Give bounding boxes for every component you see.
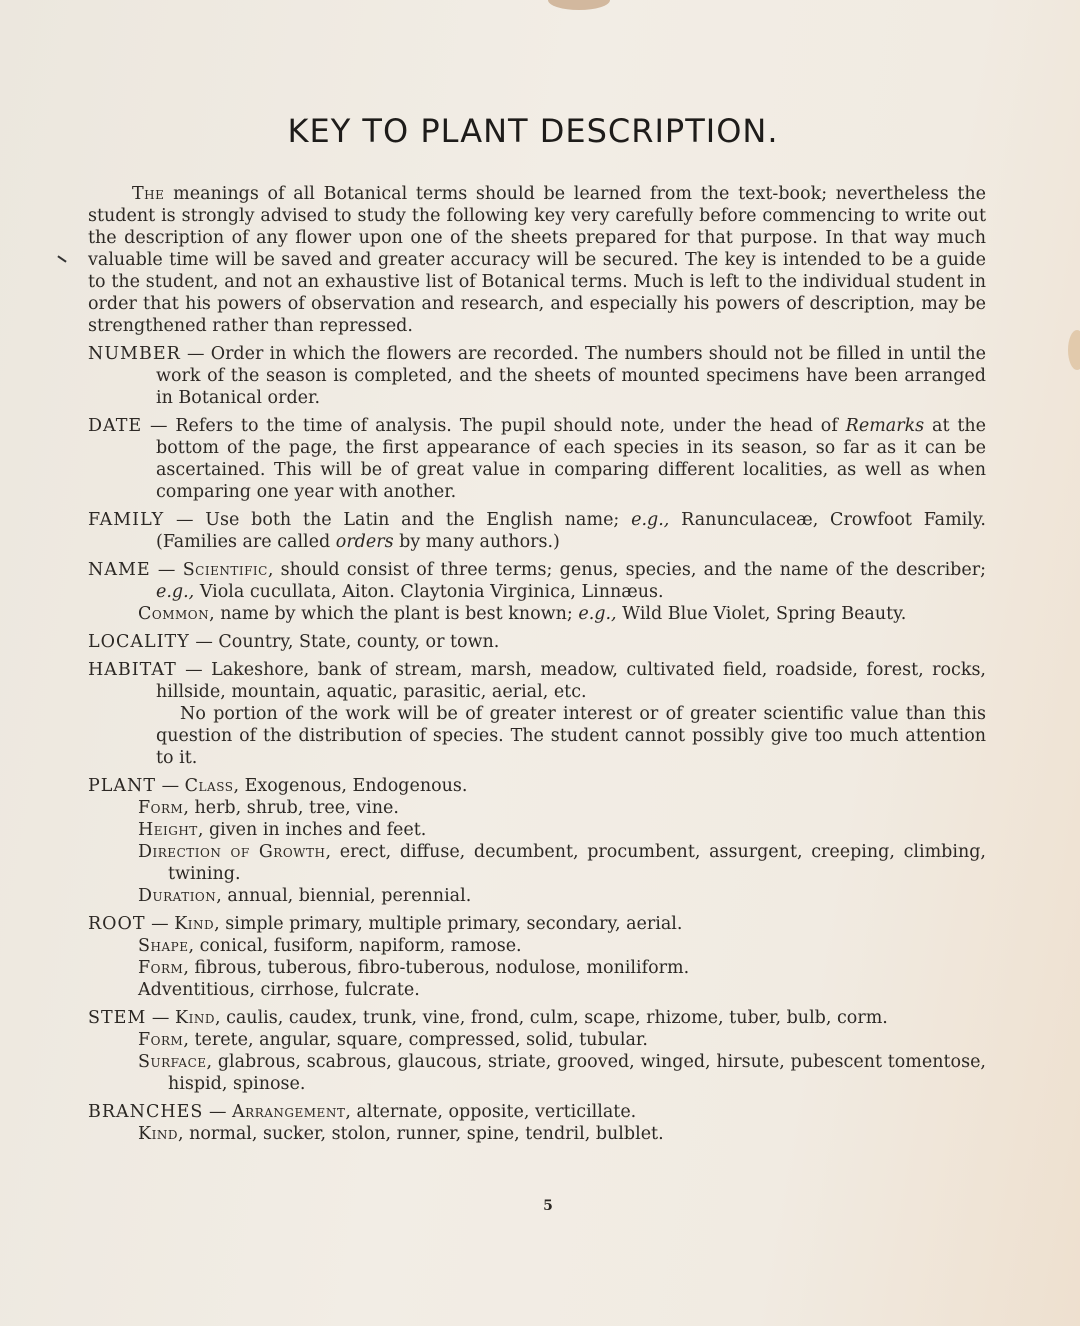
- entry-heading: NUMBER: [88, 344, 181, 364]
- em-dash: —: [164, 510, 206, 530]
- sub-label: Direction of Growth: [138, 842, 326, 862]
- entry-text: , terete, angular, square, compressed, solid, tubular.: [183, 1030, 648, 1050]
- entry-text: , should consist of three terms; genus, species, and the name of the describer;: [267, 560, 986, 580]
- entry-text: Country, State, county, or town.: [218, 632, 500, 652]
- entry-date: [88, 415, 986, 503]
- entry-plant: [88, 775, 986, 797]
- sub-entry-shape: [88, 935, 986, 957]
- page-title: KEY TO PLANT DESCRIPTION.: [287, 112, 779, 150]
- sub-entry-direction: [88, 841, 986, 885]
- entry-text: , caulis, caudex, trunk, vine, frond, culm, scape, rhizome, tuber, bulb, corm.: [214, 1008, 888, 1028]
- entry-heading: LOCALITY: [88, 632, 190, 652]
- em-dash: —: [145, 914, 175, 934]
- entry-text: Wild Blue Violet, Spring Beauty.: [616, 604, 907, 624]
- intro-lead-word: The: [132, 184, 165, 204]
- entry-text: , fibrous, tuberous, fibro-tuberous, nodulose, moniliform.: [183, 958, 690, 978]
- sub-entry-surface: [88, 1051, 986, 1095]
- em-dash: —: [156, 776, 185, 796]
- paper-stain: [1068, 330, 1080, 370]
- entry-text: , annual, biennial, perennial.: [216, 886, 472, 906]
- entry-text: , name by which the plant is best known;: [209, 604, 579, 624]
- entry-text: Use both the Latin and the English name;: [205, 510, 632, 530]
- entry-stem: [88, 1007, 986, 1029]
- sub-entry-common: [88, 603, 986, 625]
- entry-text: , simple primary, multiple primary, secondary, aerial.: [214, 914, 683, 934]
- sub-label: Arrangement: [232, 1102, 346, 1122]
- sub-label: Class: [184, 776, 234, 796]
- entry-text: at the bottom of the page, the first appearance of each species in its season, so far as it can be ascertained. This will be of great value in comparing different localities, as well as when comparing one year with another.: [156, 416, 986, 502]
- sub-label: Kind: [138, 1124, 178, 1144]
- em-dash: —: [176, 660, 212, 680]
- entry-heading: ROOT: [88, 914, 146, 934]
- paper-stain: [548, 0, 610, 10]
- em-dash: —: [203, 1102, 233, 1122]
- sub-entry-kind: [88, 1123, 986, 1145]
- entry-text: Ranunculaceæ, Crowfoot Family. (Families are called: [156, 510, 986, 552]
- entry-text: , alternate, opposite, verticillate.: [345, 1102, 637, 1122]
- entry-text: , herb, shrub, tree, vine.: [183, 798, 399, 818]
- entry-text: , conical, fusiform, napiform, ramose.: [188, 936, 522, 956]
- entry-text: Viola cucullata, Aiton. Claytonia Virginica, Linnæus.: [194, 582, 664, 602]
- page-number: 5: [543, 1198, 553, 1214]
- entry-family: [88, 509, 986, 553]
- entry-text: by many authors.): [393, 532, 560, 552]
- sub-label: Kind: [174, 914, 215, 934]
- sub-entry-adventitious: Adventitious, cirrhose, fulcrate.: [138, 980, 420, 1000]
- entry-heading: FAMILY: [88, 510, 165, 530]
- sub-label: Form: [138, 1030, 184, 1050]
- entry-italic: orders: [335, 532, 394, 552]
- entry-text: Lakeshore, bank of stream, marsh, meadow, cultivated field, roadside, forest, rocks, hillside, mountain, aquatic, parasitic, aerial, etc.: [156, 660, 986, 702]
- pencil-mark: [57, 255, 66, 262]
- sub-entry-height: [88, 819, 986, 841]
- em-dash: —: [150, 560, 183, 580]
- entry-italic: e.g.,: [631, 510, 670, 530]
- entry-text: Order in which the flowers are recorded. The numbers should not be filled in until the work of the season is completed, and the sheets of mounted specimens have been arranged in Botanical order.: [156, 344, 986, 408]
- entry-heading: NAME: [88, 560, 151, 580]
- entry-text: , normal, sucker, stolon, runner, spine, tendril, bulblet.: [177, 1124, 664, 1144]
- sub-label: Duration: [138, 886, 217, 906]
- sub-label: Scientific: [182, 560, 268, 580]
- habitat-note: No portion of the work will be of greater interest or of greater scientific value than this question of the distribution of species. The student cannot possibly give too much attention to it.: [156, 704, 986, 768]
- entry-heading: PLANT: [88, 776, 157, 796]
- em-dash: —: [180, 344, 211, 364]
- entry-text: , glabrous, scabrous, glaucous, striate, grooved, winged, hirsute, pubescent tomentose, hispid, spinose.: [168, 1052, 986, 1094]
- entry-italic: e.g.,: [156, 582, 195, 602]
- sub-label: Common: [138, 604, 210, 624]
- sub-label: Surface: [138, 1052, 207, 1072]
- em-dash: —: [189, 632, 219, 652]
- entry-heading: DATE: [88, 416, 143, 436]
- entry-heading: STEM: [88, 1008, 147, 1028]
- entry-number: [88, 343, 986, 409]
- em-dash: —: [146, 1008, 175, 1028]
- entry-text: Refers to the time of analysis. The pupil should note, under the head of: [175, 416, 846, 436]
- sub-entry-duration: [88, 885, 986, 907]
- key-content: [88, 183, 986, 1145]
- sub-entry-form: [88, 797, 986, 819]
- sub-label: Height: [138, 820, 198, 840]
- entry-branches: [88, 1101, 986, 1123]
- sub-label: Shape: [138, 936, 189, 956]
- entry-text: , erect, diffuse, decumbent, procumbent, assurgent, creeping, climbing, twining.: [168, 842, 986, 884]
- em-dash: —: [142, 416, 176, 436]
- entry-heading: BRANCHES: [88, 1102, 204, 1122]
- sub-label: Kind: [175, 1008, 215, 1028]
- sub-entry-form: [88, 957, 986, 979]
- entry-locality: [88, 631, 986, 653]
- entry-name: [88, 559, 986, 603]
- intro-text: meanings of all Botanical terms should be learned from the text-book; nevertheless the student is strongly advised to study the following key very carefully before commencing to write out the description of any flower upon one of the sheets prepared for that purpose. In that way much valuable time will be saved and greater accuracy will be secured. The key is intended to be a guide to the student, and not an exhaustive list of Botanical terms. Much is left to the individual student in order that his powers of observation and research, and especially his powers of description, may be strengthened rather than repressed.: [88, 184, 986, 336]
- intro-paragraph: [88, 183, 986, 337]
- entry-habitat: [88, 659, 986, 703]
- sub-label: Form: [138, 798, 184, 818]
- entry-italic: e.g.,: [578, 604, 617, 624]
- entry-text: , Exogenous, Endogenous.: [233, 776, 468, 796]
- entry-italic: Remarks: [845, 416, 925, 436]
- entry-root: [88, 913, 986, 935]
- entry-text: , given in inches and feet.: [197, 820, 427, 840]
- sub-label: Form: [138, 958, 184, 978]
- sub-entry-form: [88, 1029, 986, 1051]
- entry-heading: HABITAT: [88, 660, 177, 680]
